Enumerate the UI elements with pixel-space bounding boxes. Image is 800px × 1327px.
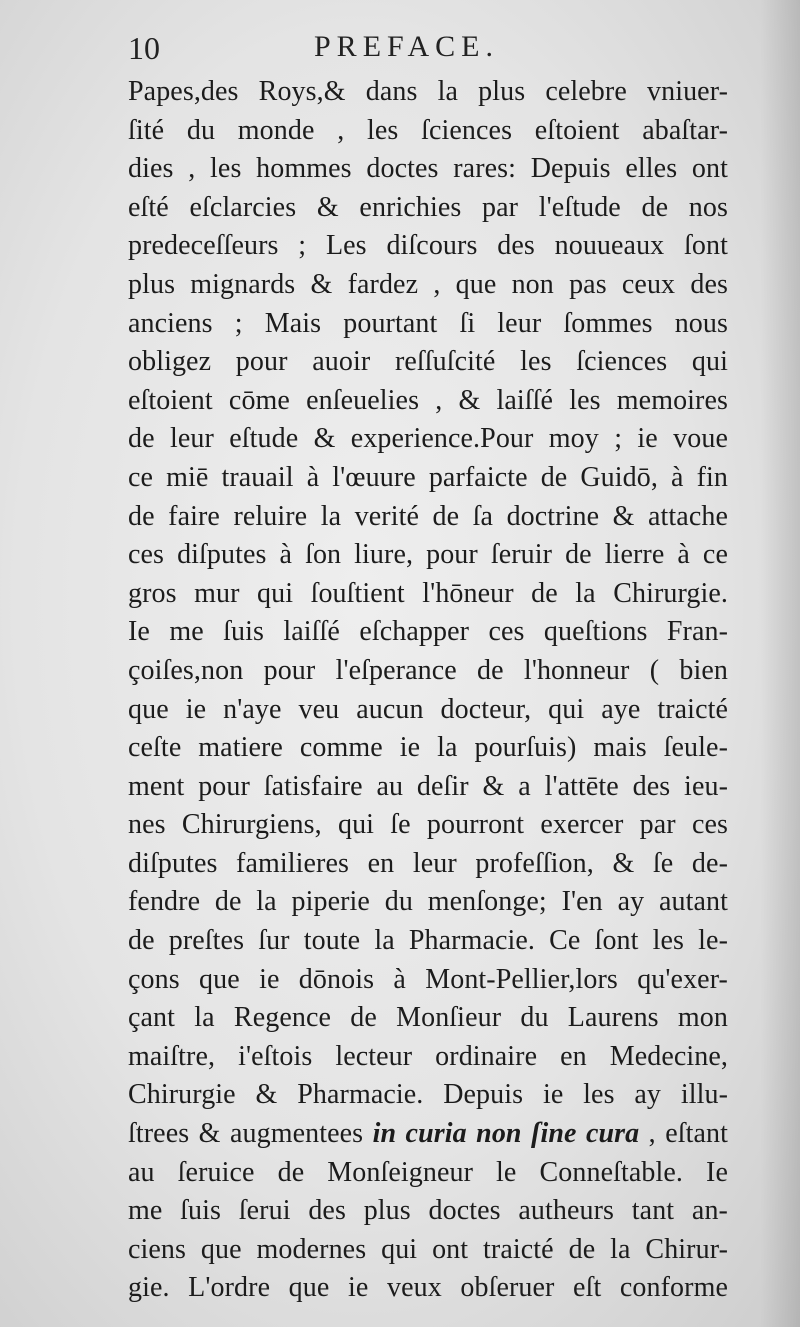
- text-line: eſtoient cōme enſeuelies , & laiſſé les memoires: [128, 384, 728, 416]
- text-line: ment pour ſatisfaire au deſir & a l'attēte des ieu-: [128, 770, 728, 802]
- text-line: ciens que modernes qui ont traicté de la Chirur-: [128, 1233, 728, 1265]
- text-line: ſité du monde , les ſciences eſtoient abaſtar-: [128, 114, 728, 146]
- text-line: plus mignards & fardez , que non pas ceux des: [128, 268, 728, 300]
- text-line: ceſte matiere comme ie la pourſuis) mais ſeule-: [128, 732, 728, 764]
- page-number: 10: [128, 30, 160, 66]
- text-line: diſputes familieres en leur profeſſion, & ſe de-: [128, 847, 728, 879]
- text-line: gie. L'ordre que ie veux obſeruer eſt conforme: [128, 1272, 728, 1304]
- text-line: çant la Regence de Monſieur du Laurens mon: [128, 1002, 728, 1034]
- text-run: , eſtant: [639, 1118, 728, 1150]
- text-line: Chirurgie & Pharmacie. Depuis ie les ay illu-: [128, 1079, 728, 1111]
- text-line: gros mur qui ſouſtient l'hōneur de la Chirurgie.: [128, 577, 728, 609]
- text-line: de leur eſtude & experience.Pour moy ; ie voue: [128, 423, 728, 455]
- text-line: ces diſputes à ſon liure, pour ſeruir de lierre à ce: [128, 539, 728, 571]
- text-line: nes Chirurgiens, qui ſe pourront exercer par ces: [128, 809, 728, 841]
- page-edge-shadow: [760, 0, 800, 1327]
- text-line: de faire reluire la verité de ſa doctrine & attache: [128, 500, 728, 532]
- text-line: maiſtre, i'eſtois lecteur ordinaire en Medecine,: [128, 1040, 728, 1072]
- text-line: que ie n'aye veu aucun docteur, qui aye traicté: [128, 693, 728, 725]
- text-line: predeceſſeurs ; Les diſcours des nouueaux ſont: [128, 230, 728, 262]
- text-line: eſté eſclarcies & enrichies par l'eſtude de nos: [128, 191, 728, 223]
- body-text: [128, 73, 728, 1308]
- text-line: dies , les hommes doctes rares: Depuis elles ont: [128, 153, 728, 185]
- text-line: çoiſes,non pour l'eſperance de l'honneur ( bien: [128, 654, 728, 686]
- text-line-mixed: [128, 1115, 728, 1154]
- latin-phrase: in curia non ſine cura: [372, 1118, 640, 1150]
- text-line: ce miē trauail à l'œuure parfaicte de Guidō, à fin: [128, 461, 728, 493]
- text-line: obligez pour auoir reſſuſcité les ſciences qui: [128, 346, 728, 378]
- text-line: de preſtes ſur toute la Pharmacie. Ce ſont les le-: [128, 925, 728, 957]
- text-line: au ſeruice de Monſeigneur le Conneſtable. Ie: [128, 1156, 728, 1188]
- text-line: Papes,des Roys,& dans la plus celebre vniuer-: [128, 76, 728, 107]
- text-line: çons que ie dōnois à Mont-Pellier,lors qu'exer-: [128, 963, 728, 995]
- running-head: [128, 30, 568, 70]
- running-head-title: PREFACE.: [314, 30, 499, 63]
- text-line: me ſuis ſerui des plus doctes autheurs tant an-: [128, 1195, 728, 1227]
- text-run: ſtrees & augmentees: [128, 1118, 373, 1150]
- text-line: Ie me ſuis laiſſé eſchapper ces queſtions Fran-: [128, 616, 728, 648]
- text-line: anciens ; Mais pourtant ſi leur ſommes nous: [128, 307, 728, 339]
- text-line: fendre de la piperie du menſonge; I'en ay autant: [128, 886, 728, 918]
